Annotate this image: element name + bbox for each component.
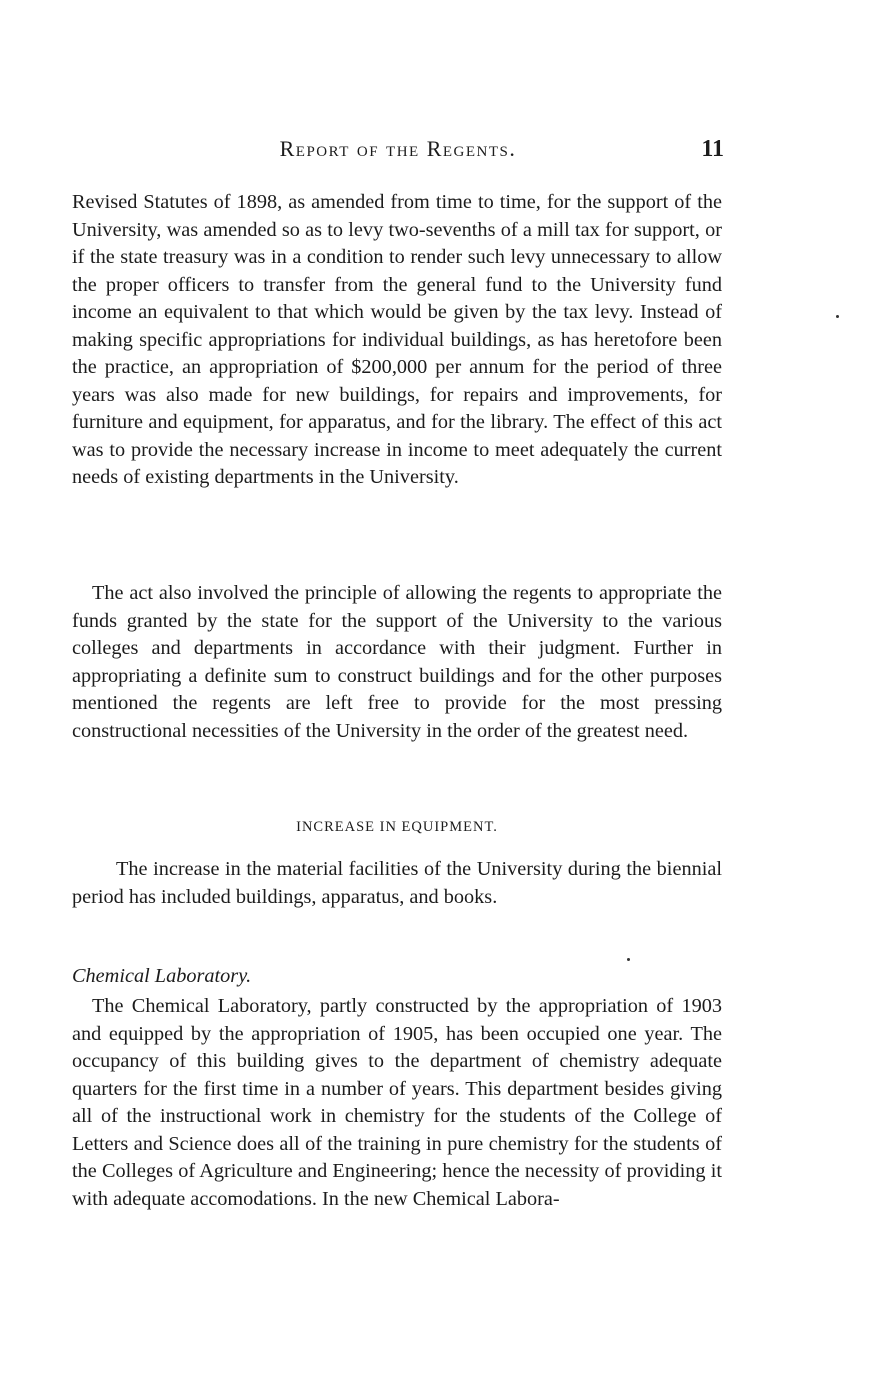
running-head <box>72 136 724 170</box>
paragraph-act-principle <box>72 580 722 745</box>
section-heading: INCREASE IN EQUIPMENT. <box>296 819 498 835</box>
paragraph-text: The Chemical Laboratory, partly constructed by the appropriation of 1903 and equipped by the appropriation of 1905, has been occupied one year. The occupancy of this building gives to the department of chemistry adequate quarters for the first time in a number of years. This department besides giving all of the instructional work in chemistry for the students of the College of Letters and Science does all of the training in pure chemistry for the students of the Colleges of Agriculture and Engineering; hence the necessity of providing it with adequate accomodations. In the new Chemical Labora- <box>72 995 722 1210</box>
running-title: Report of the Regents. <box>279 136 517 161</box>
print-speck <box>627 958 630 961</box>
paragraph-equipment-intro <box>72 856 722 911</box>
paragraph-statutes <box>72 189 722 492</box>
print-speck <box>836 315 839 318</box>
paragraph-text: Revised Statutes of 1898, as amended from time to time, for the support of the University, was amended so as to levy two-sevenths of a mill tax for support, or if the state treasury was in a condition to render such levy unnecessary to allow the proper officers to transfer from the general fund to the University fund income an equivalent to that which would be given by the tax levy. Instead of making specific appropriations for individual buildings, as has heretofore been the practice, an appropriation of $200,000 per annum for the period of three years was also made for new buildings, for repairs and improvements, for furniture and equipment, for apparatus, and for the library. The effect of this act was to provide the necessary increase in income to meet adequately the current needs of existing departments in the University. <box>72 191 722 488</box>
paragraph-chemical-laboratory <box>72 993 722 1213</box>
subsection-heading: Chemical Laboratory. <box>72 965 252 987</box>
paragraph-text: The act also involved the principle of allowing the regents to appropriate the funds granted by the state for the support of the University to the various colleges and departments in accordance with their judgment. Further in appropriating a definite sum to construct buildings and for the other purposes mentioned the regents are left free to provide for the most pressing constructional necessities of the University in the order of the greatest need. <box>72 582 722 742</box>
page-number: 11 <box>701 136 724 162</box>
paragraph-text: The increase in the material facilities of the University during the biennial period has included buildings, apparatus, and books. <box>72 858 722 908</box>
